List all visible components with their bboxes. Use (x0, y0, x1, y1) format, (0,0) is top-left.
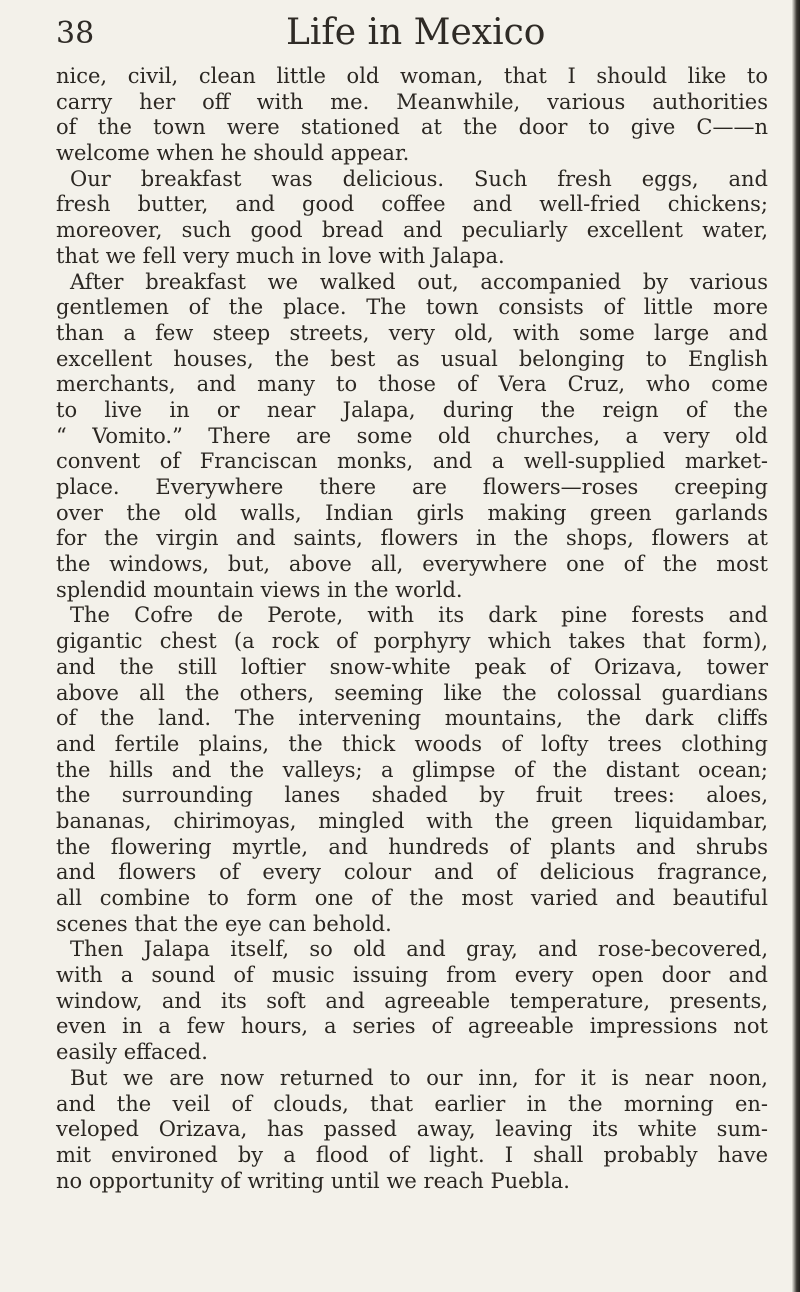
text-line: and flowers of every colour and of delicious fragrance, (56, 860, 768, 885)
text-line: splendid mountain views in the world. (56, 577, 463, 602)
text-line: scenes that the eye can behold. (56, 911, 392, 936)
text-line: even in a few hours, a series of agreeable impressions not (56, 1014, 768, 1039)
text-line: above all the others, seeming like the colossal guardians (56, 680, 768, 705)
text-line: Our breakfast was delicious. Such fresh eggs, and (70, 166, 768, 191)
text-line: the flowering myrtle, and hundreds of plants and shrubs (56, 834, 768, 859)
text-line: of the land. The intervening mountains, the dark cliffs (56, 706, 768, 731)
text-line: After breakfast we walked out, accompanied by various (70, 269, 768, 294)
text-line: and the still loftier snow-white peak of Orizava, tower (56, 654, 768, 679)
text-line: than a few steep streets, very old, with some large and (56, 320, 768, 345)
text-line: bananas, chirimoyas, mingled with the green liquidambar, (56, 808, 768, 833)
text-line: and fertile plains, the thick woods of lofty trees clothing (56, 731, 768, 756)
text-line: of the town were stationed at the door to give C——n (56, 115, 768, 140)
text-line: carry her off with me. Meanwhile, various authorities (56, 89, 768, 114)
text-line: nice, civil, clean little old woman, that I should like to (56, 64, 768, 88)
text-line: moreover, such good bread and peculiarly excellent water, (56, 218, 768, 243)
text-line: gigantic chest (a rock of porphyry which takes that form), (56, 629, 768, 654)
text-line: the hills and the valleys; a glimpse of the distant ocean; (56, 757, 768, 782)
text-line: convent of Franciscan monks, and a well-supplied market- (56, 449, 768, 474)
text-line: and the veil of clouds, that earlier in the morning en- (56, 1091, 768, 1116)
text-line: easily effaced. (56, 1040, 208, 1065)
body-text (56, 64, 768, 1194)
text-line: Then Jalapa itself, so old and gray, and rose-becovered, (70, 937, 768, 962)
text-line: for the virgin and saints, flowers in the shops, flowers at (56, 526, 768, 551)
text-line: window, and its soft and agreeable temperature, presents, (56, 988, 768, 1013)
running-title: Life in Mexico (286, 12, 546, 53)
text-line: over the old walls, Indian girls making green garlands (56, 500, 768, 525)
text-line: place. Everywhere there are flowers—roses creeping (56, 475, 768, 499)
text-line: “ Vomito.” There are some old churches, a very old (56, 423, 768, 448)
page-number: 38 (56, 16, 95, 51)
text-line: mit environed by a flood of light. I shall probably have (56, 1142, 768, 1167)
text-line: gentlemen of the place. The town consists of little more (56, 295, 768, 320)
text-line: But we are now returned to our inn, for it is near noon, (70, 1065, 768, 1090)
text-line: no opportunity of writing until we reach Puebla. (56, 1168, 570, 1193)
text-line: with a sound of music issuing from every open door and (56, 963, 768, 988)
text-line: excellent houses, the best as usual belonging to English (56, 346, 768, 371)
text-line: merchants, and many to those of Vera Cruz, who come (56, 372, 768, 397)
text-line: all combine to form one of the most varied and beautiful (56, 886, 768, 910)
text-line: welcome when he should appear. (56, 141, 410, 166)
text-line: the windows, but, above all, everywhere one of the most (56, 552, 768, 577)
page-header (56, 8, 766, 60)
text-line: veloped Orizava, has passed away, leaving its white sum- (56, 1117, 768, 1142)
text-line: to live in or near Jalapa, during the reign of the (56, 397, 768, 422)
text-line: the surrounding lanes shaded by fruit trees: aloes, (56, 783, 768, 808)
text-line: that we fell very much in love with Jalapa. (56, 243, 505, 268)
text-line: The Cofre de Perote, with its dark pine forests and (70, 603, 768, 628)
text-line: fresh butter, and good coffee and well-fried chickens; (56, 192, 768, 217)
page-edge-shadow (792, 0, 800, 1292)
